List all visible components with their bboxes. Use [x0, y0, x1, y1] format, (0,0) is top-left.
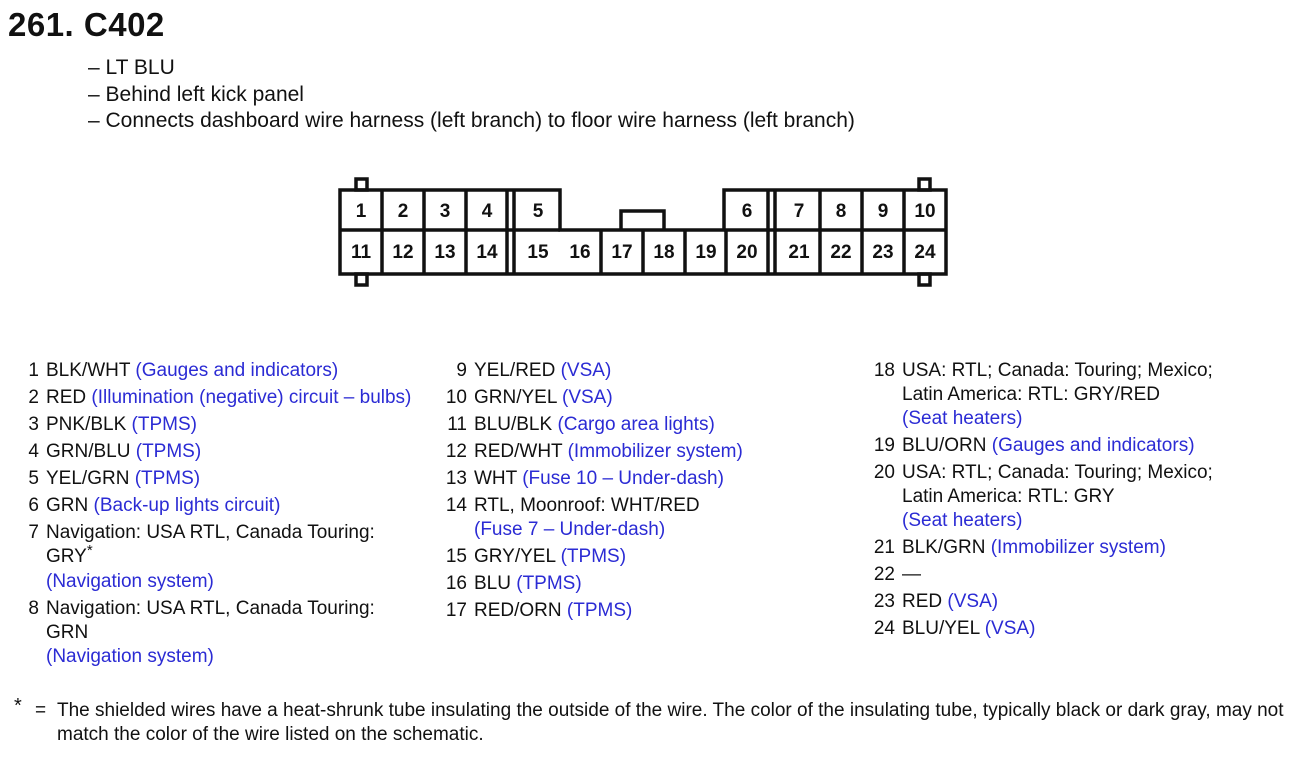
pin-wire-text: GRN [46, 622, 89, 643]
pin-circuit: (TPMS) [516, 573, 582, 594]
pin-circuit: (TPMS) [566, 600, 633, 621]
pin-entry [28, 597, 446, 669]
pin-wire-color: GRY/YEL [474, 546, 556, 567]
pin-entry [447, 413, 874, 437]
pin-entry [28, 440, 446, 464]
pin-number: 9 [456, 360, 467, 381]
pin-wire-line [46, 440, 446, 464]
detail-connects: – Connects dashboard wire harness (left branch) to floor wire harness (left branch) [88, 109, 855, 132]
pin-entry [445, 599, 874, 623]
connector-pin-label: 4 [481, 201, 493, 222]
pin-wire-line [46, 542, 446, 570]
pin-number: 6 [28, 495, 39, 516]
pin-entry [873, 461, 1297, 533]
pin-wire-text: USA: RTL; Canada: Touring; Mexico; [902, 462, 1213, 483]
pin-entry [873, 536, 1297, 560]
connector-pin-label: 9 [877, 201, 889, 222]
pin-number: 22 [873, 564, 895, 585]
connector-pin-label: 1 [355, 201, 367, 222]
connector-pin-label: 21 [788, 242, 810, 263]
pin-number: 14 [445, 495, 467, 516]
pin-wire-color: BLU/YEL [902, 618, 980, 639]
pin-wire-color: — [902, 564, 921, 585]
pin-wire-color: RED/WHT [474, 441, 563, 462]
section-divider-right [768, 190, 775, 274]
pin-circuit: (Immobilizer system) [990, 537, 1166, 558]
pin-wire-text: USA: RTL; Canada: Touring; Mexico; [902, 360, 1213, 381]
latch-bottom-left [356, 274, 367, 285]
pin-circuit: (TPMS) [135, 441, 202, 462]
pin-circuit: (Gauges and indicators) [135, 360, 339, 381]
pin-wire-line [46, 413, 446, 437]
pin-entry [445, 386, 874, 410]
pin-wire-line [46, 359, 446, 383]
connector-pin-label: 23 [872, 242, 894, 263]
pin-number: 23 [873, 591, 895, 612]
pin-entry [28, 386, 446, 410]
connector-pin-label: 14 [476, 242, 498, 263]
pin-wire-text: Navigation: USA RTL, Canada Touring: [46, 598, 375, 619]
pin-wire-line [474, 599, 874, 623]
pin-entry [873, 590, 1297, 614]
pin-list-column-1 [28, 359, 446, 672]
footnote-symbol: * [14, 695, 22, 717]
pin-wire-line [46, 494, 446, 518]
pin-circuit: (Illumination (negative) circuit – bulbs) [91, 387, 412, 408]
pin-circuit: (Fuse 10 – Under-dash) [522, 468, 724, 489]
connector-pin-label: 17 [611, 242, 633, 263]
pin-number: 1 [28, 360, 39, 381]
connector-pin-label: 10 [914, 201, 936, 222]
pin-wire-color: BLK/GRN [902, 537, 986, 558]
pin-wire-color: BLU [474, 573, 511, 594]
pin-circuit: (Navigation system) [46, 571, 214, 592]
pin-number: 18 [873, 360, 895, 381]
pin-number: 2 [28, 387, 39, 408]
pin-number: 13 [445, 468, 467, 489]
detail-location: – Behind left kick panel [88, 82, 304, 106]
pin-wire-color: BLK/WHT [46, 360, 131, 381]
pin-entry [28, 521, 446, 594]
pin-circuit: (VSA) [562, 387, 613, 408]
latch-top-left [356, 179, 367, 190]
pin-entry [28, 467, 446, 491]
connector-pin-label: 13 [434, 242, 456, 263]
pin-wire-color: GRN [46, 495, 89, 516]
pin-wire-text: Navigation: USA RTL, Canada Touring: [46, 522, 375, 543]
pin-wire-text: RTL, Moonroof: WHT/RED [474, 495, 700, 516]
pin-wire-color: WHT [474, 468, 517, 489]
connector-pin-label: 24 [914, 242, 936, 263]
connector-pin-label: 5 [532, 201, 544, 222]
pin-wire-color: GRN/BLU [46, 441, 131, 462]
pin-circuit: (VSA) [560, 360, 612, 381]
connector-pin-label: 16 [569, 242, 591, 263]
pin-wire-line [902, 563, 1297, 587]
pin-number: 21 [873, 537, 895, 558]
pin-wire-color: PNK/BLK [46, 414, 127, 435]
pin-number: 5 [28, 468, 39, 489]
pin-wire-color: RED [902, 591, 943, 612]
pin-list-column-2 [445, 359, 874, 626]
pin-wire-line [902, 536, 1297, 560]
pin-wire-text: Latin America: RTL: GRY [902, 486, 1115, 507]
pin-number: 20 [873, 462, 895, 483]
connector-pin-label: 2 [397, 201, 409, 222]
pin-wire-color: YEL/GRN [46, 468, 130, 489]
pin-number: 3 [28, 414, 39, 435]
pin-wire-line [474, 386, 874, 410]
pin-wire-text: GRY [46, 546, 87, 567]
pin-wire-line [474, 359, 874, 383]
pin-circuit: (Navigation system) [46, 646, 214, 667]
pin-entry [873, 434, 1297, 458]
pin-entry [445, 467, 874, 491]
pin-entry [28, 413, 446, 437]
footnote-equals: = [35, 700, 47, 721]
pin-wire-line [474, 545, 874, 569]
pin-wire-line [474, 413, 874, 437]
connector-pin-label: 3 [439, 201, 451, 222]
pin-circuit: (Seat heaters) [902, 510, 1023, 531]
pin-circuit: (Gauges and indicators) [991, 435, 1195, 456]
pin-wire-color: BLU/ORN [902, 435, 987, 456]
connector-pin-label: 18 [653, 242, 675, 263]
pin-wire-line [46, 467, 446, 491]
pin-number: 10 [445, 387, 467, 408]
pin-entry [28, 359, 446, 383]
pin-circuit: (VSA) [984, 618, 1036, 639]
pin-circuit: (VSA) [947, 591, 999, 612]
connector-pin-label: 19 [695, 242, 717, 263]
pin-entry [28, 494, 446, 518]
pin-number: 4 [28, 441, 39, 462]
latch-top-right [919, 179, 930, 190]
pin-entry [873, 359, 1297, 431]
pin-circuit: (TPMS) [560, 546, 627, 567]
connector-pin-label: 12 [392, 242, 414, 263]
pin-wire-color: GRN/YEL [474, 387, 557, 408]
pin-entry [445, 494, 874, 542]
section-divider-left [507, 190, 514, 274]
footnote-text: The shielded wires have a heat-shrunk tube insulating the outside of the wire. The color of the insulating tube, typically black or dark gray, may not match the color of the wire listed on the schematic. [57, 700, 1284, 745]
pin-wire-line [46, 386, 446, 410]
pin-wire-line [902, 617, 1297, 641]
pin-wire-line [902, 383, 1297, 407]
pin-entry [456, 359, 874, 383]
pin-circuit: (Back-up lights circuit) [93, 495, 281, 516]
pin-wire-color: YEL/RED [474, 360, 556, 381]
pin-list-column-3 [873, 359, 1297, 644]
pin-wire-text: Latin America: RTL: GRY/RED [902, 384, 1161, 405]
connector-pin-label: 7 [793, 201, 805, 222]
pin-wire-line [474, 572, 874, 596]
pin-number: 11 [447, 414, 467, 435]
shielded-mark: * [86, 542, 93, 559]
connector-pin-label: 11 [350, 242, 372, 263]
pin-entry [445, 572, 874, 596]
connector-pin-label: 15 [527, 242, 549, 263]
pin-wire-line [902, 485, 1297, 509]
connector-pin-label: 22 [830, 242, 852, 263]
pin-number: 24 [873, 618, 895, 639]
pin-number: 19 [873, 435, 895, 456]
detail-color: – LT BLU [88, 56, 175, 79]
pin-entry [873, 617, 1297, 641]
pin-wire-color: RED/ORN [474, 600, 562, 621]
pin-wire-line [902, 434, 1297, 458]
pin-circuit: (TPMS) [131, 414, 197, 435]
pin-circuit: (TPMS) [134, 468, 201, 489]
cell-lines [382, 190, 904, 274]
pin-wire-line [474, 440, 874, 464]
pin-number: 17 [445, 600, 467, 621]
connector-key [621, 211, 664, 230]
pin-number: 7 [28, 522, 39, 543]
pin-circuit: (Fuse 7 – Under-dash) [474, 519, 666, 540]
pin-entry [873, 563, 1297, 587]
pin-entry [445, 440, 874, 464]
pin-number: 15 [445, 546, 467, 567]
connector-diagram [0, 0, 1302, 300]
latch-bottom-right [919, 274, 930, 285]
pin-circuit: (Seat heaters) [902, 408, 1023, 429]
page-title: 261. C402 [8, 6, 165, 43]
pin-wire-line [902, 590, 1297, 614]
pin-number: 12 [445, 441, 467, 462]
pin-wire-color: BLU/BLK [474, 414, 553, 435]
pin-wire-color: RED [46, 387, 87, 408]
pin-number: 8 [28, 598, 39, 619]
connector-pin-label: 6 [741, 201, 753, 222]
connector-pin-label: 20 [736, 242, 758, 263]
pin-circuit: (Cargo area lights) [557, 414, 715, 435]
connector-pin-label: 8 [835, 201, 847, 222]
pin-wire-line [46, 621, 446, 645]
pin-entry [445, 545, 874, 569]
pin-wire-line [474, 467, 874, 491]
pin-circuit: (Immobilizer system) [567, 441, 743, 462]
pin-number: 16 [445, 573, 467, 594]
